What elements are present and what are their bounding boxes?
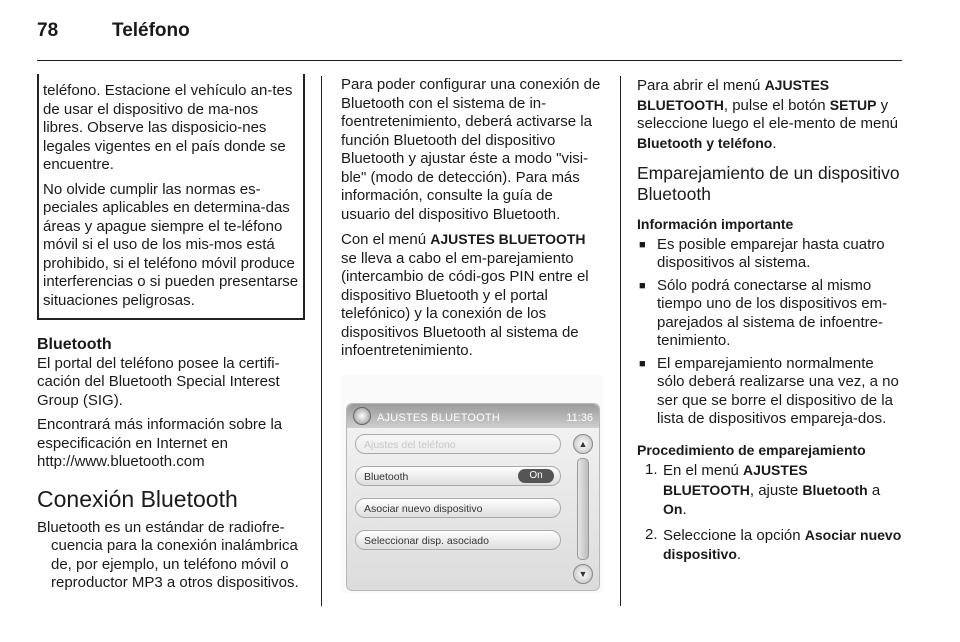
- text-run: Para abrir el menú: [637, 77, 765, 94]
- column-divider-1: [321, 76, 322, 606]
- column-divider-2: [620, 76, 621, 606]
- menu-item-name: Bluetooth y teléfono: [637, 134, 773, 151]
- option-name-bold: Asociar nuevo dispositivo: [663, 526, 902, 562]
- screen-app-icon: [353, 407, 371, 425]
- text-run: se lleva a cabo el em-parejamiento (intercambio de códi-gos PIN entre el dispositivo Bluetooth y el portal telefónico) y la conexión de los dispositivos Bluetooth al sistema de infoentretenimiento.: [341, 249, 589, 359]
- bluetooth-on-toggle[interactable]: On: [518, 469, 554, 483]
- col3-paragraph-1: [637, 76, 902, 153]
- step-number: 2.: [645, 525, 658, 543]
- step-number: 1.: [645, 461, 658, 478]
- screen-menu-bluetooth[interactable]: [355, 466, 561, 486]
- setup-button-name: SETUP: [829, 96, 877, 113]
- bluetooth-paragraph-2: Encontrará más información sobre la especificación en Internet en http://www.bluetooth.com: [37, 416, 283, 470]
- procedimiento-heading: Procedimiento de emparejamiento: [637, 441, 866, 458]
- text-run: .: [682, 501, 687, 518]
- column-3: [637, 76, 902, 571]
- screen-clock: 11:36: [566, 411, 593, 424]
- screen-scrollbar[interactable]: [573, 434, 591, 584]
- list-item: ■ Es posible emparejar hasta cuatro dispositivos al sistema.: [637, 236, 902, 273]
- info-bullet-list: [637, 236, 902, 429]
- note-paragraph-2: No olvide cumplir las normas es-peciales aplicables en determina-das áreas y apague siempre el te-léfono móvil si el uso de los mis-mos está prohibido, si el teléfono móvil produce interferencias o si pueden presentarse situaciones peligrosas.: [43, 180, 299, 309]
- bluetooth-paragraph-1: El portal del teléfono posee la certifi-cación del Bluetooth Special Interest Group (SIG).: [37, 354, 280, 409]
- screen-menu-ajustes-telefono[interactable]: Ajustes del teléfono: [355, 434, 561, 454]
- emparejamiento-heading: Emparejamiento de un dispositivo Bluetooth: [637, 163, 900, 204]
- text-run: , pulse el botón: [723, 96, 830, 114]
- scroll-down-arrow-icon[interactable]: ▼: [573, 564, 593, 584]
- column-1: [37, 76, 305, 599]
- screen-titlebar: [347, 404, 599, 428]
- scroll-up-arrow-icon[interactable]: ▲: [573, 434, 593, 454]
- step-2: [637, 526, 902, 565]
- conexion-bluetooth-heading: Conexión Bluetooth: [37, 485, 238, 512]
- step-1: [637, 461, 902, 520]
- header-rule: [37, 60, 902, 61]
- menu-name-bold: AJUSTES BLUETOOTH: [637, 77, 830, 113]
- page-title: Teléfono: [112, 20, 190, 41]
- screen-frame: [346, 403, 600, 591]
- screen-title: AJUSTES BLUETOOTH: [377, 411, 500, 424]
- text-run: , ajuste: [749, 481, 803, 499]
- procedure-steps: [637, 461, 902, 565]
- screen-menu-seleccionar-dispositivo[interactable]: Seleccionar disp. asociado: [355, 530, 561, 550]
- bluetooth-heading: Bluetooth: [37, 336, 112, 353]
- informacion-importante-heading: Información importante: [637, 216, 794, 232]
- scroll-track[interactable]: [577, 458, 589, 560]
- page-number: 78: [37, 20, 59, 41]
- text-run: a: [867, 481, 881, 499]
- conexion-paragraph: Bluetooth es un estándar de radiofre-cuencia para la conexión inalámbrica de, por ejemplo, un teléfono móvil o reproductor MP3 a otros dispositivos.: [37, 518, 299, 591]
- screen-menu-bluetooth-label: Bluetooth: [364, 470, 409, 483]
- menu-name-bold: AJUSTES BLUETOOTH: [663, 462, 808, 498]
- option-name-bold: Bluetooth: [802, 481, 868, 498]
- text-run: Con el menú: [341, 231, 431, 248]
- value-bold: On: [663, 501, 683, 517]
- text-run: y seleccione luego el ele-mento de menú: [637, 96, 898, 132]
- list-item: ■ El emparejamiento normalmente sólo deberá realizarse una vez, a no ser que se borre el dispositivo de la lista de dispositivos empareja-dos.: [637, 355, 902, 429]
- menu-name-bold: AJUSTES BLUETOOTH: [430, 231, 586, 247]
- text-run: .: [736, 546, 742, 563]
- text-run: En el menú: [663, 462, 744, 479]
- text-run: .: [772, 134, 777, 152]
- col2-paragraph-1: Para poder configurar una conexión de Bluetooth con el sistema de in-foentretenimiento, deberá activarse la función Bluetooth del dispositivo Bluetooth y ajustar éste a modo "visi-ble" (modo de detección). Para más información, consulte la guía de usuario del dispositivo Bluetooth.: [341, 76, 601, 223]
- list-item: ■ Sólo podrá conectarse al mismo tiempo uno de los dispositivos em-parejados al sistema de infoentre-tenimiento.: [637, 277, 902, 351]
- text-run: Seleccione la opción: [663, 526, 805, 544]
- column-2: [341, 76, 603, 593]
- note-paragraph-1: teléfono. Estacione el vehículo an-tes de usar el dispositivo de ma-nos libres. Observe las disposicio-nes legales vigentes en el país donde se encuentre.: [43, 82, 293, 173]
- bluetooth-settings-screenshot: [341, 375, 603, 593]
- col2-paragraph-2: [341, 230, 603, 361]
- warning-note-box: [37, 74, 305, 320]
- screen-menu-asociar-dispositivo[interactable]: Asociar nuevo dispositivo: [355, 498, 561, 518]
